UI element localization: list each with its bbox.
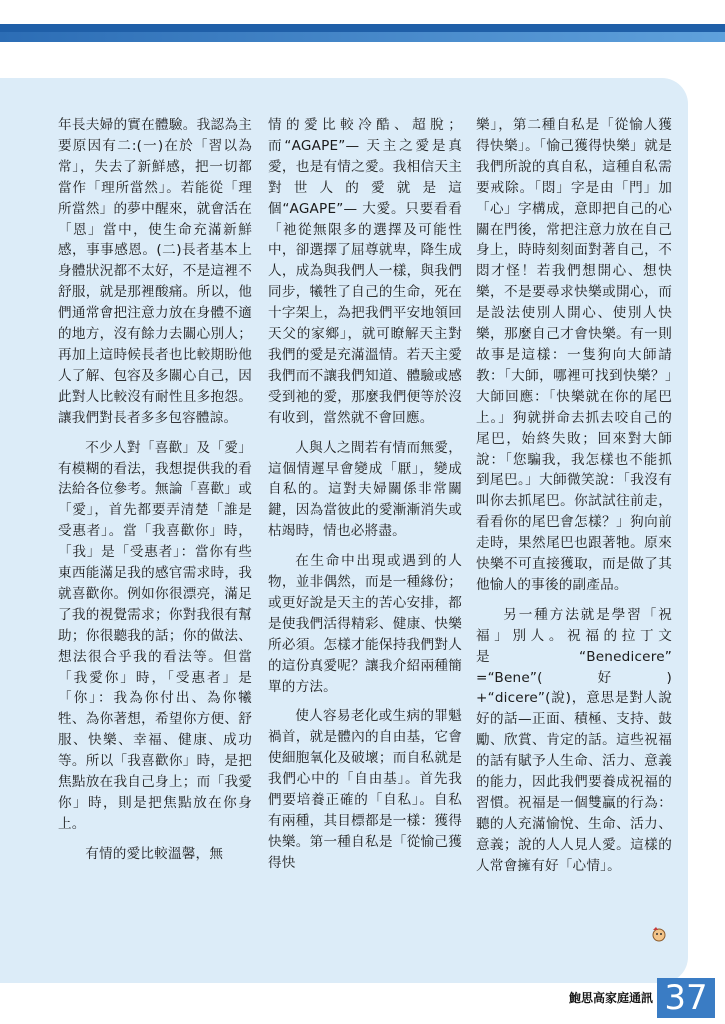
paragraph: 樂」，第二種自私是「從愉人獲得快樂」。「愉己獲得快樂」就是我們所說的真自私，這種自私需要戒除。「悶」字是由「門」加「心」字構成，意即把自己的心關在門後，常把注意力放在自己身上，時時刻刻面對著自己，不悶才怪！若我們想開心、想快樂，不是要尋求快樂或開心，而是設法使別人開心、使別人快樂，那麼自己才會快樂。有一則故事是這樣：一隻狗向大師請教：「大師，哪裡可找到快樂？」大師回應：「快樂就在你的尾巴上。」狗就拼命去抓去咬自己的尾巴，始終失敗；回來對大師說：「您騙我，我怎樣也不能抓到尾巴。」大師微笑說：「我沒有叫你去抓尾巴。你試試往前走，看看你的尾巴會怎樣？」狗向前走時，果然尾巴也跟著牠。原來快樂不可直接獲取，而是做了其他愉人的事後的副產品。 bbox=[476, 117, 672, 593]
page-number: 37 bbox=[657, 978, 715, 1018]
paragraph: 年長夫婦的實在體驗。我認為主要原因有二:(一)在於「習以為常」，失去了新鮮感，把一切都當作「理所當然」。若能從「理所當然」的夢中醒來，就會活在「恩」當中，使生命充滿新鮮感，事事感恩。(二)長者基本上身體狀況都不太好，不是這裡不舒服，就是那裡酸痛。所以，他們通常會把注意力放在身體不適的地方，沒有餘力去關心別人；再加上這時候長者也比較期盼他人了解、包容及多關心自己，因此對人比較沒有耐性且多抱怨。讓我們對長者多多包容體諒。 bbox=[58, 117, 252, 426]
header-band bbox=[0, 0, 725, 46]
text-column-2 bbox=[268, 115, 462, 883]
paragraph: 使人容易老化或生病的罪魁禍首，就是體內的自由基，它會使細胞氧化及破壞；而自私就是我們心中的「自由基」。首先我們要培養正確的「自私」。自私有兩種，其目標都是一樣：獲得快樂。第一種自私是「從愉己獲得快 bbox=[268, 708, 462, 871]
paragraph: 另一種方法就是學習「祝福」別人。祝福的拉丁文是“Benedicere” =“Bene”(好) +“dicere”(說)，意思是對人說好的話—正面、積極、支持、鼓勵、欣賞、肯定的話。這些祝福的話有賦予人生命、活力、意義的能力，因此我們要養成祝福的習慣。祝福是一個雙贏的行為：聽的人充滿愉悅、生命、活力、意義；說的人人見人愛。這樣的人常會擁有好「心情」。 bbox=[476, 606, 672, 874]
publication-name: 鮑思高家庭通訊 bbox=[568, 991, 653, 1005]
paragraph: 人與人之間若有情而無愛，這個情遲早會變成「厭」，變成自私的。這對夫婦關係非常關鍵，因為當彼此的愛漸漸消失或枯竭時，情也必將盡。 bbox=[268, 439, 462, 540]
paragraph: 有情的愛比較溫馨，無 bbox=[85, 845, 224, 862]
text-column-3 bbox=[476, 115, 672, 886]
paragraph: 不少人對「喜歡」及「愛」有模糊的看法，我想提供我的看法給各位參考。無論「喜歡」或「愛」，首先都要弄清楚「誰是受惠者」。當「我喜歡你」時，「我」是「受惠者」：當你有些東西能滿足我的感官需求時，我就喜歡你。例如你很漂亮，滿足了我的視覺需求；你對我很有幫助；你很聽我的話；你的做法、想法很合乎我的看法等。但當「我愛你」時，「受惠者」是「你」：我為你付出、為你犧牲、為你著想，希望你方便、舒服、快樂、幸福、健康、成功等。所以「我喜歡你」時，是把焦點放在我自己身上；而「我愛你」時，則是把焦點放在你身上。 bbox=[58, 439, 252, 832]
text-column-1 bbox=[58, 115, 252, 874]
paragraph: 情的愛比較冷酷、超脫；而“AGAPE”— 天主之愛是真愛，也是有情之愛。我相信天主對世人的愛就是這個“AGAPE”— 大愛。只要看看「祂從無限多的選擇及可能性中，卻選擇了屈尊就卑，降生成人，成為與我們人一樣，與我們同步，犧牲了自己的生命，死在十字架上，為把我們平安地領回天父的家鄉」，就可瞭解天主對我們的愛是充滿溫情。若天主愛我們而不讓我們知道、體驗或感受到祂的愛，那麼我們便等於沒有收到，當然就不會回應。 bbox=[268, 117, 462, 426]
header-stripe-light bbox=[0, 32, 725, 42]
paragraph: 在生命中出現或遇到的人物，並非偶然，而是一種緣份；或更好說是天主的苦心安排，都是使我們活得精彩、健康、快樂所必須。怎樣才能保持我們對人的這份真愛呢？讓我介紹兩種簡單的方法。 bbox=[268, 553, 462, 695]
header-stripe-dark bbox=[0, 24, 725, 32]
end-ornament-icon bbox=[650, 925, 668, 943]
